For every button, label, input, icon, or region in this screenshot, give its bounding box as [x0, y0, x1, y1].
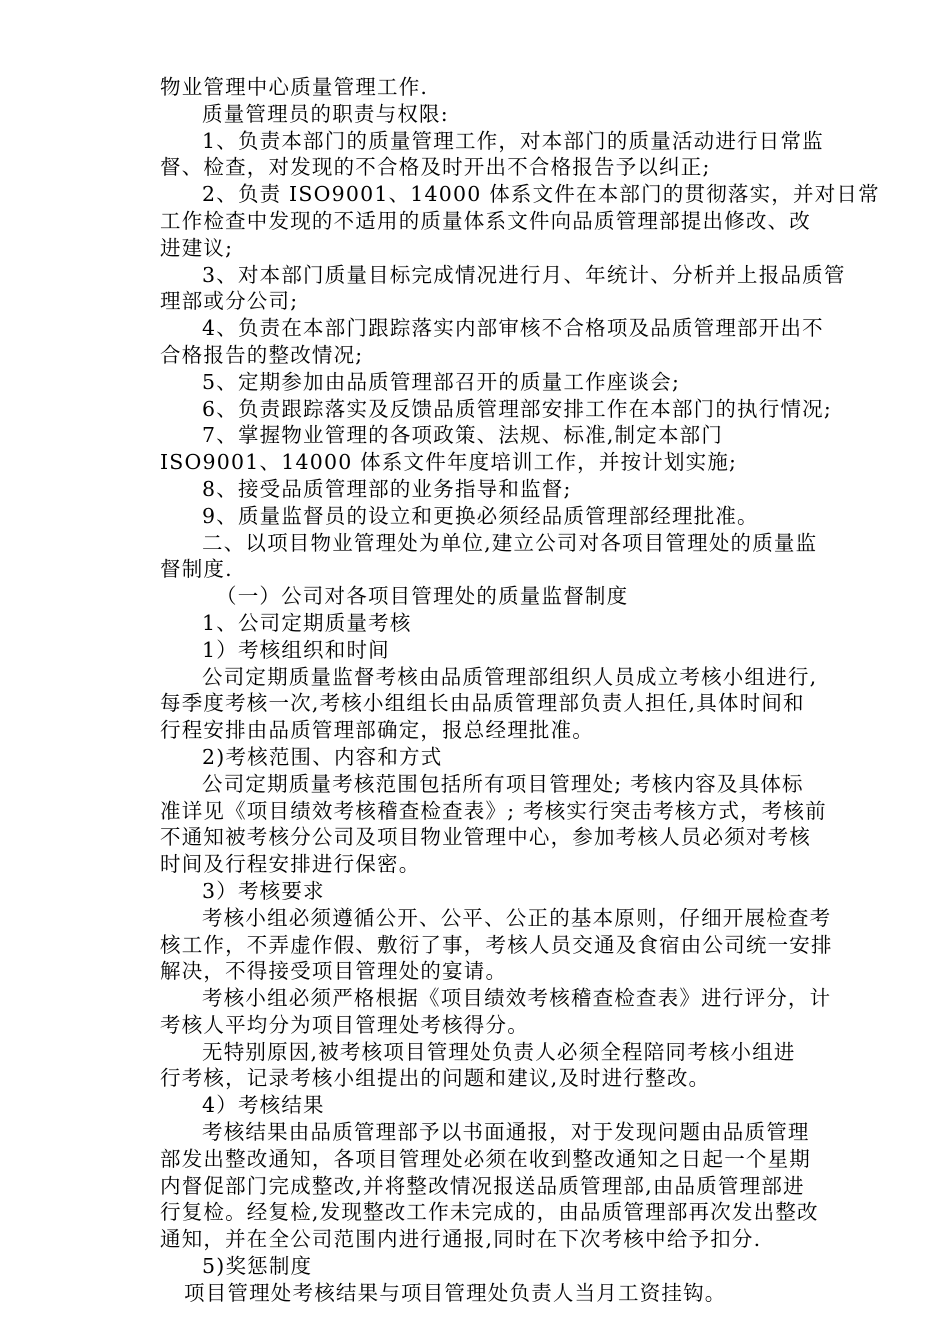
text-line: 解决，不得接受项目管理处的宴请。 [160, 959, 508, 984]
text-line: 项目管理处考核结果与项目管理处负责人当月工资挂钩。 [184, 1280, 727, 1305]
text-line: 6、负责跟踪落实及反馈品质管理部安排工作在本部门的执行情况; [202, 396, 832, 421]
section-heading: 质量管理员的职责与权限: [202, 101, 449, 126]
subsection-heading: 5)奖惩制度 [202, 1254, 313, 1279]
text-line: 不通知被考核分公司及项目物业管理中心，参加考核人员必须对考核 [160, 825, 811, 850]
text-line: 7、掌握物业管理的各项政策、法规、标准,制定本部门 [202, 423, 724, 448]
text-line: 行复检。经复检,发现整改工作未完成的，由品质管理部再次发出整改 [160, 1200, 819, 1225]
text-line: 每季度考核一次,考核小组组长由品质管理部负责人担任,具体时间和 [160, 691, 805, 716]
text-line: 考核小组必须严格根据《项目绩效考核稽查检查表》进行评分，计 [202, 986, 832, 1011]
text-line: 2、负责 ISO9001、14000 体系文件在本部门的贯彻落实，并对日常 [202, 182, 880, 207]
text-line: 9、质量监督员的设立和更换必须经品质管理部经理批准。 [202, 503, 759, 528]
text-line: 部发出整改通知，各项目管理处必须在收到整改通知之日起一个星期 [160, 1146, 811, 1171]
text-line: 无特别原因,被考核项目管理处负责人必须全程陪同考核小组进 [202, 1039, 796, 1064]
text-line: 8、接受品质管理部的业务指导和监督; [202, 476, 572, 501]
text-line: 物业管理中心质量管理工作. [160, 75, 429, 99]
subsection-heading: 1、公司定期质量考核 [202, 610, 412, 635]
text-line: 督制度. [160, 557, 233, 582]
text-line: 1、负责本部门的质量管理工作，对本部门的质量活动进行日常监 [202, 128, 824, 153]
text-line: 考核人平均分为项目管理处考核得分。 [160, 1012, 529, 1037]
text-line: 进建议; [160, 235, 234, 260]
subsection-heading: 3）考核要求 [202, 878, 325, 903]
subsection-heading: 1）考核组织和时间 [202, 637, 390, 662]
text-line: 时间及行程安排进行保密。 [160, 852, 421, 877]
text-line: 通知，并在全公司范围内进行通报,同时在下次考核中给予扣分. [160, 1227, 762, 1252]
text-line: 考核小组必须遵循公开、公平、公正的基本原则，仔细开展检查考 [202, 905, 832, 930]
text-line: 督、检查，对发现的不合格及时开出不合格报告予以纠正; [160, 155, 711, 180]
text-line: 公司定期质量监督考核由品质管理部组织人员成立考核小组进行, [202, 664, 818, 689]
text-line: 4、负责在本部门跟踪落实内部审核不合格项及品质管理部开出不 [202, 316, 824, 341]
document-body [160, 74, 890, 1307]
text-line: 5、定期参加由品质管理部召开的质量工作座谈会; [202, 369, 681, 394]
text-line: 工作检查中发现的不适用的质量体系文件向品质管理部提出修改、改 [160, 208, 811, 233]
text-line: ISO9001、14000 体系文件年度培训工作，并按计划实施; [160, 450, 738, 475]
text-line: 行程安排由品质管理部确定，报总经理批准。 [160, 718, 594, 743]
subsection-heading: （一）公司对各项目管理处的质量监督制度 [216, 584, 629, 609]
text-line: 核工作，不弄虚作假、敷衍了事，考核人员交通及食宿由公司统一安排 [160, 932, 833, 957]
section-heading: 二、以项目物业管理处为单位,建立公司对各项目管理处的质量监 [202, 530, 818, 555]
text-line: 公司定期质量考核范围包括所有项目管理处; 考核内容及具体标 [202, 771, 804, 796]
subsection-heading: 2)考核范围、内容和方式 [202, 744, 443, 769]
text-line: 考核结果由品质管理部予以书面通报，对于发现问题由品质管理 [202, 1120, 810, 1145]
text-line: 理部或分公司; [160, 289, 299, 314]
text-line: 准详见《项目绩效考核稽查检查表》; 考核实行突击考核方式，考核前 [160, 798, 827, 823]
text-line: 合格报告的整改情况; [160, 342, 364, 367]
text-line: 3、对本部门质量目标完成情况进行月、年统计、分析并上报品质管 [202, 262, 846, 287]
text-line: 内督促部门完成整改,并将整改情况报送品质管理部,由品质管理部进 [160, 1173, 805, 1198]
text-line: 行考核，记录考核小组提出的问题和建议,及时进行整改。 [160, 1066, 711, 1091]
subsection-heading: 4）考核结果 [202, 1093, 325, 1118]
